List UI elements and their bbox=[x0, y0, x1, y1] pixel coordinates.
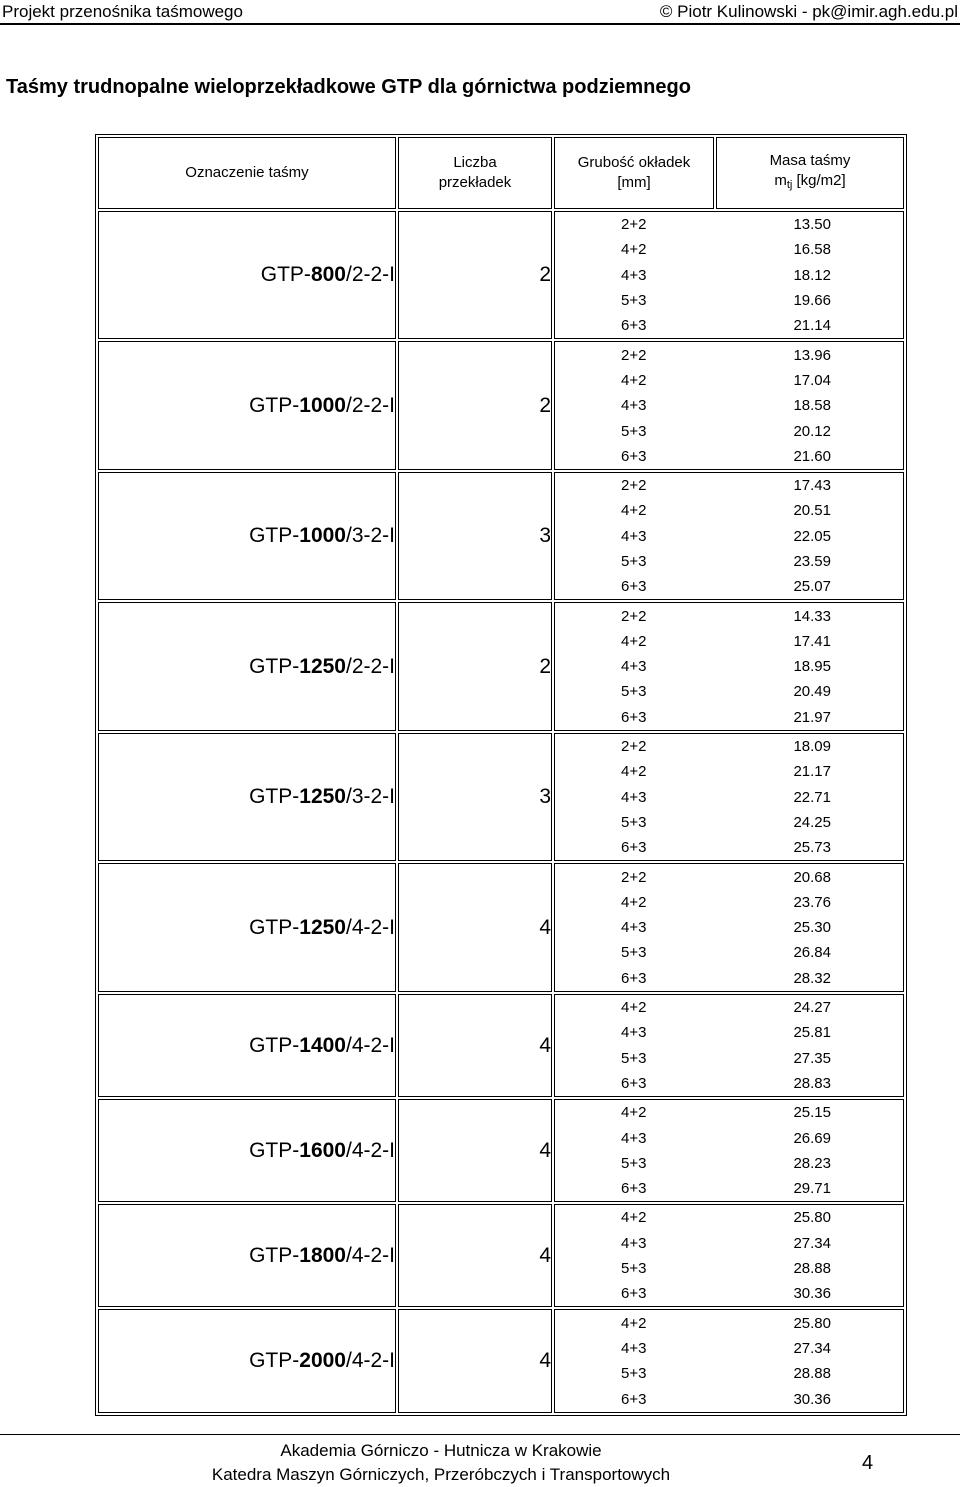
thickness-mass-list bbox=[555, 1310, 903, 1411]
page-header bbox=[0, 0, 960, 24]
footer-line-2: Katedra Maszyn Górniczych, Przeróbczych i Transportowych bbox=[211, 1465, 671, 1484]
thickness-mass-cell bbox=[554, 1204, 904, 1307]
belt-mass: 30.36 bbox=[793, 1285, 831, 1303]
designation-part: /4-2-I bbox=[345, 1243, 395, 1267]
cover-thickness: 4+3 bbox=[621, 527, 647, 545]
list-item bbox=[555, 524, 903, 549]
designation-part: /2-2-I bbox=[345, 263, 395, 287]
designation-part: GTP- bbox=[249, 915, 300, 939]
designation-part: 1400 bbox=[299, 1033, 346, 1057]
list-item bbox=[555, 705, 903, 730]
belt-mass: 28.88 bbox=[793, 1260, 831, 1278]
list-item bbox=[555, 1310, 903, 1335]
belt-mass: 25.30 bbox=[793, 919, 831, 937]
cover-thickness: 6+3 bbox=[621, 708, 647, 726]
cover-thickness: 5+3 bbox=[621, 1260, 647, 1278]
belt-designation bbox=[98, 1309, 396, 1412]
belt-mass: 26.69 bbox=[793, 1129, 831, 1147]
designation-part: 1250 bbox=[299, 785, 346, 809]
belt-mass: 26.84 bbox=[793, 944, 831, 962]
list-item bbox=[555, 418, 903, 443]
designation-part: GTP- bbox=[249, 785, 300, 809]
thickness-mass-list bbox=[555, 1205, 903, 1306]
list-item bbox=[555, 1100, 903, 1125]
thickness-mass-cell bbox=[554, 602, 904, 730]
layer-count: 4 bbox=[398, 1309, 552, 1412]
belt-designation bbox=[98, 1204, 396, 1307]
list-item bbox=[555, 237, 903, 262]
designation-part: GTP- bbox=[249, 1243, 300, 1267]
belt-mass: 17.41 bbox=[793, 632, 831, 650]
list-item bbox=[555, 1176, 903, 1201]
table-row bbox=[98, 472, 904, 600]
footer-line-1: Akademia Górniczo - Hutnicza w Krakowie bbox=[280, 1441, 602, 1460]
belt-mass: 25.81 bbox=[793, 1024, 831, 1042]
list-item bbox=[555, 313, 903, 338]
belt-designation bbox=[98, 994, 396, 1097]
list-item bbox=[555, 549, 903, 574]
thickness-mass-list bbox=[555, 995, 903, 1096]
cover-thickness: 4+2 bbox=[621, 502, 647, 520]
cover-thickness: 4+3 bbox=[621, 397, 647, 415]
belt-mass: 30.36 bbox=[793, 1390, 831, 1408]
belt-mass: 18.12 bbox=[793, 266, 831, 284]
document-title: Taśmy trudnopalne wieloprzekładkowe GTP dla górnictwa podziemnego bbox=[6, 76, 691, 98]
cover-thickness: 6+3 bbox=[621, 447, 647, 465]
list-item bbox=[555, 1386, 903, 1411]
designation-part: /2-2-I bbox=[345, 393, 395, 417]
designation-part: /4-2-I bbox=[345, 1033, 395, 1057]
thickness-mass-cell bbox=[554, 472, 904, 600]
belt-mass: 21.97 bbox=[793, 708, 831, 726]
thickness-mass-cell bbox=[554, 1309, 904, 1412]
belt-mass: 22.71 bbox=[793, 788, 831, 806]
cover-thickness: 4+2 bbox=[621, 763, 647, 781]
cover-thickness: 5+3 bbox=[621, 1154, 647, 1172]
belt-mass: 21.14 bbox=[793, 317, 831, 335]
designation-part: 1800 bbox=[299, 1243, 346, 1267]
list-item bbox=[555, 444, 903, 469]
designation-part: GTP- bbox=[249, 1138, 300, 1162]
belt-mass: 24.27 bbox=[793, 999, 831, 1017]
table-row bbox=[98, 994, 904, 1097]
table-row bbox=[98, 602, 904, 730]
cover-thickness: 4+3 bbox=[621, 1234, 647, 1252]
belt-designation bbox=[98, 602, 396, 730]
cover-thickness: 6+3 bbox=[621, 1390, 647, 1408]
layer-count: 3 bbox=[398, 472, 552, 600]
thickness-mass-cell bbox=[554, 211, 904, 339]
list-item bbox=[555, 212, 903, 237]
header-thickness: Grubość okładek [mm] bbox=[554, 137, 714, 209]
cover-thickness: 4+2 bbox=[621, 241, 647, 259]
list-item bbox=[555, 864, 903, 889]
cover-thickness: 4+2 bbox=[621, 371, 647, 389]
list-item bbox=[555, 785, 903, 810]
belt-mass: 27.34 bbox=[793, 1234, 831, 1252]
header-layers: Liczba przekładek bbox=[398, 137, 552, 209]
header-mass: Masa taśmy $m_{tj}$ [kg/m2] bbox=[716, 137, 904, 209]
belt-mass: 27.35 bbox=[793, 1049, 831, 1067]
list-item bbox=[555, 1151, 903, 1176]
list-item bbox=[555, 1125, 903, 1150]
thickness-mass-cell bbox=[554, 733, 904, 861]
header-left-text: Projekt przenośnika taśmowego bbox=[2, 2, 243, 21]
designation-part: GTP- bbox=[249, 1349, 300, 1373]
belt-mass: 19.66 bbox=[793, 292, 831, 310]
belt-mass: 18.09 bbox=[793, 738, 831, 756]
thickness-mass-cell bbox=[554, 1099, 904, 1202]
belt-mass: 27.34 bbox=[793, 1339, 831, 1357]
cover-thickness: 4+3 bbox=[621, 266, 647, 284]
cover-thickness: 4+3 bbox=[621, 919, 647, 937]
belt-designation bbox=[98, 1099, 396, 1202]
belt-mass: 20.49 bbox=[793, 683, 831, 701]
layer-count: 4 bbox=[398, 1204, 552, 1307]
list-item bbox=[555, 940, 903, 965]
layer-count: 2 bbox=[398, 211, 552, 339]
cover-thickness: 2+2 bbox=[621, 346, 647, 364]
belt-mass: 17.04 bbox=[793, 371, 831, 389]
designation-part: 1250 bbox=[299, 654, 346, 678]
belt-mass: 20.12 bbox=[793, 422, 831, 440]
designation-part: /4-2-I bbox=[345, 1349, 395, 1373]
table-row bbox=[98, 211, 904, 339]
belt-mass: 28.23 bbox=[793, 1154, 831, 1172]
cover-thickness: 4+2 bbox=[621, 999, 647, 1017]
belt-table bbox=[95, 134, 907, 1416]
belt-mass: 17.43 bbox=[793, 477, 831, 495]
table-row bbox=[98, 1309, 904, 1412]
table-row bbox=[98, 733, 904, 861]
list-item bbox=[555, 1361, 903, 1386]
list-item bbox=[555, 654, 903, 679]
cover-thickness: 4+3 bbox=[621, 788, 647, 806]
cover-thickness: 4+3 bbox=[621, 1129, 647, 1147]
header-name: Oznaczenie taśmy bbox=[98, 137, 396, 209]
thickness-mass-list bbox=[555, 342, 903, 468]
cover-thickness: 5+3 bbox=[621, 1365, 647, 1383]
belt-mass: 23.76 bbox=[793, 893, 831, 911]
list-item bbox=[555, 1071, 903, 1096]
belt-mass: 18.58 bbox=[793, 397, 831, 415]
list-item bbox=[555, 368, 903, 393]
list-item bbox=[555, 603, 903, 628]
layer-count: 2 bbox=[398, 602, 552, 730]
list-item bbox=[555, 890, 903, 915]
belt-mass: 21.60 bbox=[793, 447, 831, 465]
cover-thickness: 2+2 bbox=[621, 868, 647, 886]
belt-designation bbox=[98, 211, 396, 339]
belt-mass: 23.59 bbox=[793, 553, 831, 570]
cover-thickness: 4+3 bbox=[621, 1339, 647, 1357]
list-item bbox=[555, 263, 903, 288]
designation-part: /4-2-I bbox=[345, 915, 395, 939]
cover-thickness: 4+2 bbox=[621, 1104, 647, 1122]
belt-mass: 20.68 bbox=[793, 868, 831, 886]
belt-mass: 14.33 bbox=[793, 607, 831, 625]
cover-thickness: 4+3 bbox=[621, 1024, 647, 1042]
list-item bbox=[555, 629, 903, 654]
list-item bbox=[555, 966, 903, 991]
list-item bbox=[555, 734, 903, 759]
belt-mass: 18.95 bbox=[793, 658, 831, 676]
thickness-mass-list bbox=[555, 603, 903, 729]
thickness-mass-cell bbox=[554, 863, 904, 991]
cover-thickness: 5+3 bbox=[621, 553, 647, 570]
cover-thickness: 2+2 bbox=[621, 216, 647, 234]
designation-part: /3-2-I bbox=[345, 785, 395, 809]
cover-thickness: 5+3 bbox=[621, 683, 647, 701]
list-item bbox=[555, 1205, 903, 1230]
belt-mass: 16.58 bbox=[793, 241, 831, 259]
designation-part: 2000 bbox=[299, 1349, 346, 1373]
belt-mass: 22.05 bbox=[793, 527, 831, 545]
designation-part: GTP- bbox=[249, 524, 300, 548]
designation-part: GTP- bbox=[249, 654, 300, 678]
cover-thickness: 4+2 bbox=[621, 632, 647, 650]
list-item bbox=[555, 915, 903, 940]
belt-designation bbox=[98, 472, 396, 600]
cover-thickness: 4+2 bbox=[621, 1314, 647, 1332]
designation-part: GTP- bbox=[260, 263, 311, 287]
belt-mass: 29.71 bbox=[793, 1180, 831, 1198]
cover-thickness: 5+3 bbox=[621, 944, 647, 962]
belt-mass: 28.32 bbox=[793, 969, 831, 987]
cover-thickness: 6+3 bbox=[621, 317, 647, 335]
belt-mass: 25.80 bbox=[793, 1209, 831, 1227]
designation-part: /3-2-I bbox=[345, 524, 395, 548]
belt-mass: 24.25 bbox=[793, 813, 831, 831]
designation-part: /4-2-I bbox=[345, 1138, 395, 1162]
cover-thickness: 5+3 bbox=[621, 292, 647, 310]
belt-mass: 28.83 bbox=[793, 1074, 831, 1092]
list-item bbox=[555, 288, 903, 313]
thickness-mass-list bbox=[555, 734, 903, 860]
belt-mass: 28.88 bbox=[793, 1365, 831, 1383]
table-row bbox=[98, 863, 904, 991]
designation-part: 1000 bbox=[299, 524, 346, 548]
cover-thickness: 5+3 bbox=[621, 1049, 647, 1067]
table-row bbox=[98, 1099, 904, 1202]
belt-mass: 13.96 bbox=[793, 346, 831, 364]
layer-count: 4 bbox=[398, 863, 552, 991]
belt-table-body bbox=[98, 211, 904, 1413]
cover-thickness: 4+2 bbox=[621, 1209, 647, 1227]
list-item bbox=[555, 498, 903, 523]
list-item bbox=[555, 835, 903, 860]
layer-count: 4 bbox=[398, 1099, 552, 1202]
belt-designation bbox=[98, 341, 396, 469]
list-item bbox=[555, 393, 903, 418]
designation-part: 1600 bbox=[299, 1138, 346, 1162]
thickness-mass-list bbox=[555, 864, 903, 990]
cover-thickness: 2+2 bbox=[621, 607, 647, 625]
designation-part: 1250 bbox=[299, 915, 346, 939]
list-item bbox=[555, 1020, 903, 1045]
thickness-mass-list bbox=[555, 1100, 903, 1201]
table-row bbox=[98, 341, 904, 469]
cover-thickness: 5+3 bbox=[621, 813, 647, 831]
layer-count: 3 bbox=[398, 733, 552, 861]
thickness-mass-cell bbox=[554, 341, 904, 469]
cover-thickness: 2+2 bbox=[621, 738, 647, 756]
belt-mass: 21.17 bbox=[793, 763, 831, 781]
cover-thickness: 6+3 bbox=[621, 1180, 647, 1198]
belt-mass: 25.80 bbox=[793, 1314, 831, 1332]
belt-designation bbox=[98, 733, 396, 861]
cover-thickness: 6+3 bbox=[621, 578, 647, 596]
thickness-mass-cell bbox=[554, 994, 904, 1097]
list-item bbox=[555, 1046, 903, 1071]
table-row bbox=[98, 1204, 904, 1307]
belt-designation bbox=[98, 863, 396, 991]
table-header-row bbox=[98, 137, 904, 209]
belt-mass: 13.50 bbox=[793, 216, 831, 234]
designation-part: GTP- bbox=[249, 1033, 300, 1057]
designation-part: /2-2-I bbox=[345, 654, 395, 678]
cover-thickness: 6+3 bbox=[621, 1285, 647, 1303]
belt-mass: 25.15 bbox=[793, 1104, 831, 1122]
belt-mass: 25.07 bbox=[793, 578, 831, 596]
layer-count: 4 bbox=[398, 994, 552, 1097]
cover-thickness: 6+3 bbox=[621, 969, 647, 987]
page-number: 4 bbox=[862, 1452, 874, 1474]
designation-part: 800 bbox=[310, 263, 346, 287]
list-item bbox=[555, 1256, 903, 1281]
cover-thickness: 4+2 bbox=[621, 893, 647, 911]
cover-thickness: 5+3 bbox=[621, 422, 647, 440]
list-item bbox=[555, 995, 903, 1020]
belt-mass: 20.51 bbox=[793, 502, 831, 520]
thickness-mass-list bbox=[555, 212, 903, 338]
cover-thickness: 6+3 bbox=[621, 1074, 647, 1092]
list-item bbox=[555, 574, 903, 599]
list-item bbox=[555, 342, 903, 367]
list-item bbox=[555, 1336, 903, 1361]
list-item bbox=[555, 679, 903, 704]
header-right-text: © Piotr Kulinowski - pk@imir.agh.edu.pl bbox=[659, 2, 958, 21]
thickness-mass-list bbox=[555, 473, 903, 599]
belt-mass: 25.73 bbox=[793, 839, 831, 857]
designation-part: GTP- bbox=[249, 393, 300, 417]
list-item bbox=[555, 810, 903, 835]
header-divider bbox=[0, 23, 960, 25]
cover-thickness: 6+3 bbox=[621, 839, 647, 857]
list-item bbox=[555, 1231, 903, 1256]
cover-thickness: 2+2 bbox=[621, 477, 647, 495]
designation-part: 1000 bbox=[299, 393, 346, 417]
footer-divider bbox=[0, 1434, 960, 1435]
list-item bbox=[555, 1281, 903, 1306]
list-item bbox=[555, 759, 903, 784]
cover-thickness: 4+3 bbox=[621, 658, 647, 676]
list-item bbox=[555, 473, 903, 498]
layer-count: 2 bbox=[398, 341, 552, 469]
